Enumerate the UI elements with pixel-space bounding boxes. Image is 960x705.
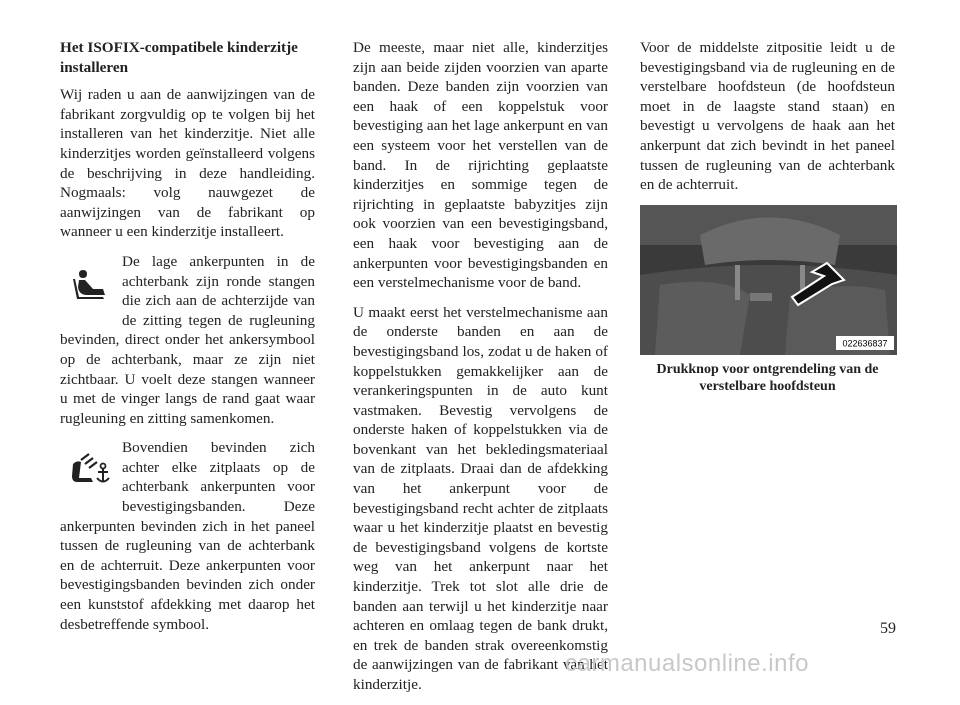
child-seat-tether-icon [60, 438, 122, 502]
middle-seat-paragraph: Voor de middelste zitpositie leidt u de bevestigingsband via de rugleuning en de verstelbare hoofdsteun (de hoofdsteun moet in de laagste stand staan) en bevestigt u vervolgens de haak aan het ankerpunt dat zich bevindt in het paneel tussen de rugleuning van de achterbank en de achterruit. [640, 39, 895, 194]
lower-anchor-paragraph: De lage ankerpunten in de achterbank zijn ronde stangen die zich aan de achterzijde van de zitting tegen de rugleuning bevinden, direct onder het ankersymbool op de achterbank, maar ze zijn niet zichtbaar. U voelt deze stangen wanneer u met de vinger langs de rand gaat waar rugleuning en zitting samenkomen. [60, 252, 315, 427]
installation-paragraph: U maakt eerst het verstelmechanisme aan de onderste banden en aan de bevestigingsband los, zodat u de haken of koppelstukken gemakkelijker aan de verankeringspunten in de auto kunt vastmaken. Bevestig vervolgens de onderste haken of koppelstukken via de bovenkant van het bekledingsmateriaal van de zitplaats. Draai dan de afdekking van het ankerpunt voor de bevestigingsband recht achter de zitplaats waar u het kinderzitje plaatst en bevestig de bevestigingsband volgens de kortste weg van het ankerpunt naar het kinderzitje. Trek tot slot alle drie de banden aan terwijl u het kinderzitje naar achteren en omlaag tegen de bank drukt, en trek de banden strak overeenkomstig de aanwijzingen van de fabrikant van het kinderzitje. [353, 303, 608, 693]
figure-code: 022636837 [842, 338, 888, 349]
column-left [60, 38, 315, 644]
straps-paragraph: De meeste, maar niet alle, kinderzitjes zijn aan beide zijden voorzien van aparte banden. Deze banden zijn voorzien van een haak of een koppelstuk voor bevestiging aan het lage ankerpunt en van een systeem voor het verstellen van de band. In de rijrichting geplaatste kinderzitjes en sommige tegen de rijrichting in geplaatste babyzitjes zijn ook voorzien van een bevestigingsband, een haak voor bevestiging aan de ankerpunten voor bevestigingsbanden en een verstelmechanisme voor de band. [353, 39, 608, 292]
column-right [640, 38, 895, 395]
figure-caption: Drukknop voor ontgrendeling van de verstelbare hoofdsteun [656, 361, 879, 394]
column-middle [353, 38, 608, 705]
watermark: carmanualsonline.info [565, 650, 809, 677]
page-number: 59 [880, 620, 896, 637]
headrest-photo [640, 205, 897, 355]
intro-paragraph: Wij raden u aan de aanwijzingen van de fabrikant zorgvuldig op te volgen bij het installeren van het kinderzitje. Niet alle kinderzitjes worden geïnstalleerd volgens de beschrijving in deze handleiding. Nogmaals: volg nauwgezet de aanwijzingen van de fabrikant op wanneer u een kinderzitje installeert. [60, 86, 315, 241]
section-title: Het ISOFIX-compatibele kinderzitje installeren [60, 39, 298, 76]
tether-anchor-block [60, 438, 315, 644]
tether-anchor-paragraph: Bovendien bevinden zich achter elke zitplaats op de achterbank ankerpunten voor bevestigingsbanden. Deze ankerpunten bevinden zich in het paneel tussen de rugleuning van de achterbank en de achterruit. Deze ankerpunten voor bevestigingsbanden bevinden zich onder een kunststof afdekking met daarop het desbetreffende symbool. [60, 439, 315, 633]
lower-anchor-block [60, 252, 315, 438]
child-seat-anchor-icon [60, 252, 122, 316]
